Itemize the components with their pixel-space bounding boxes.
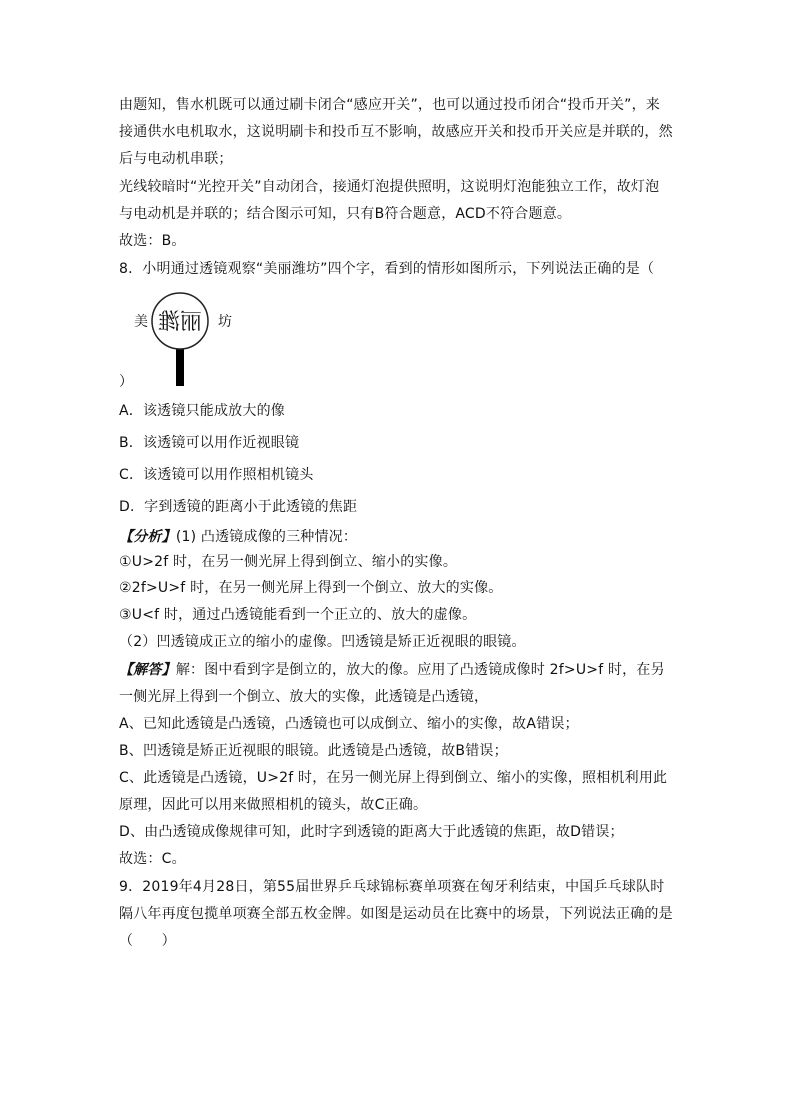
text-line: 与电动机是并联的；结合图示可知，只有B符合题意，ACD不符合题意。 (119, 206, 572, 222)
magnifier-icon (130, 292, 260, 388)
figure-left-char: 美 (134, 314, 148, 330)
analysis-line: ③U<f 时，通过凸透镜能看到一个正立的、放大的虚像。 (119, 607, 477, 623)
text-line: 后与电动机串联； (119, 151, 233, 167)
answer-line: D、由凸透镜成像规律可知，此时字到透镜的距离大于此透镜的焦距，故D错误； (119, 824, 624, 840)
question-9-stem: 9．2019年4月28日，第55届世界乒乓球锦标赛单项赛在匈牙利结束，中国乒乓球队时 (119, 879, 665, 895)
question-9-stem: 隔八年再度包揽单项赛全部五枚金牌。如图是运动员在比赛中的场景，下列说法正确的是 (119, 906, 673, 922)
analysis-tag: 【分析】 (119, 529, 176, 545)
analysis-line: 【分析】(1) 凸透镜成像的三种情况： (119, 529, 358, 545)
magnifier-figure (130, 292, 260, 388)
question-8-stem: 8．小明通过透镜观察“美丽潍坊”四个字，看到的情形如图所示，下列说法正确的是（ (119, 261, 655, 277)
answer-line: B、凹透镜是矫正近视眼的眼镜。此透镜是凸透镜，故B错误； (119, 743, 508, 759)
answer-line: A、已知此透镜是凸透镜，凸透镜也可以成倒立、缩小的实像，故A错误； (119, 716, 579, 732)
answer-line: 【解答】解：图中看到字是倒立的，放大的像。应用了凸透镜成像时 2f>U>f 时，在另 (119, 662, 665, 678)
answer-tag: 【解答】 (119, 662, 176, 678)
text-line: 接通供水电机取水，这说明刷卡和投币互不影响，故感应开关和投币开关应是并联的，然 (119, 124, 673, 140)
answer-line: 原理，因此可以用来做照相机的镜头，故C正确。 (119, 797, 428, 813)
option-d: D．字到透镜的距离小于此透镜的焦距 (119, 499, 358, 515)
question-9-stem: （ ） (119, 933, 176, 949)
analysis-line: （2）凹透镜成正立的缩小的虚像。凹透镜是矫正近视眼的眼镜。 (119, 634, 526, 650)
answer-line: 故选：C。 (119, 851, 186, 867)
question-8-close: ） (119, 374, 134, 390)
text-line: 光线较暗时“光控开关”自动闭合，接通灯泡提供照明，这说明灯泡能独立工作，故灯泡 (119, 179, 660, 195)
figure-right-char: 坊 (218, 314, 232, 330)
option-b: B．该透镜可以用作近视眼镜 (119, 435, 300, 451)
option-c: C．该透镜可以用作照相机镜头 (119, 467, 314, 483)
answer-line: C、此透镜是凸透镜，U>2f 时，在另一侧光屏上得到倒立、缩小的实像，照相机利用此 (119, 770, 668, 786)
figure-magnified-text: 丽潍 (157, 310, 203, 335)
option-a: A．该透镜只能成放大的像 (119, 403, 285, 419)
analysis-line: ②2f>U>f 时，在另一侧光屏上得到一个倒立、放大的实像。 (119, 580, 503, 596)
analysis-line: ①U>2f 时，在另一侧光屏上得到倒立、缩小的实像。 (119, 554, 458, 570)
text-line: 故选：B。 (119, 233, 186, 249)
text-line: 由题知，售水机既可以通过刷卡闭合“感应开关”，也可以通过投币闭合“投币开关”，来 (119, 97, 661, 113)
answer-line: 一侧光屏上得到一个倒立、放大的实像，此透镜是凸透镜， (119, 689, 489, 705)
